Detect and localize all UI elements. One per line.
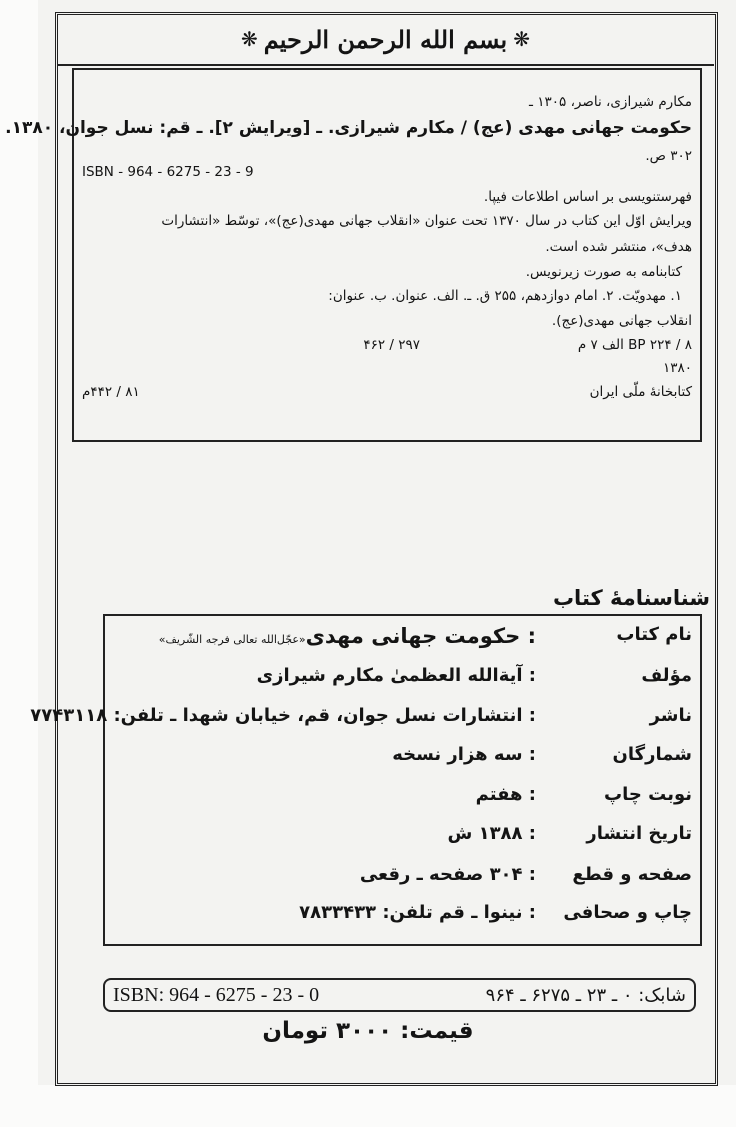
isbn-persian: شابک: ۰ ـ ۲۳ ـ ۶۲۷۵ ـ ۹۶۴ [485, 984, 686, 1006]
dewey-number: ۲۹۷ / ۴۶۲ [363, 337, 420, 353]
edition-note: ویرایش اوّل این کتاب در سال ۱۳۷۰ تحت عنوان «انقلاب جهانی مهدی(عج)»، توسّط «انتشارات [161, 213, 692, 229]
isbn-box [103, 978, 696, 1012]
detail-value: : سه هزار نسخه [392, 744, 536, 765]
book-details-table [30, 614, 702, 946]
bibliography-note: کتابنامه به صورت زیرنویس. [525, 264, 682, 280]
detail-row-date [105, 823, 700, 859]
detail-label: نام کتاب [616, 624, 692, 645]
call-number: BP ۲۲۴ / ۸ الف ۷ م [577, 337, 692, 353]
detail-value: : آیة‌الله العظمیٰ مکارم شیرازی [256, 665, 536, 686]
detail-label: چاپ و صحافی [563, 902, 692, 923]
fipa-note: فهرستنویسی بر اساس اطلاعات فیپا. [483, 189, 692, 205]
detail-row-title [105, 624, 700, 660]
detail-value: : ۱۳۸۸ ش [447, 823, 536, 844]
isbn-line: ISBN - 964 - 6275 - 23 - 9 [82, 164, 254, 180]
detail-value: : هفتم [475, 784, 536, 805]
detail-row-copies [105, 744, 700, 780]
detail-label: تاریخ انتشار [586, 823, 692, 844]
detail-value: : نینوا ـ قم تلفن: ۷۸۳۳۴۳۳ [299, 902, 536, 923]
detail-value [159, 624, 536, 648]
price: قیمت: ۳۰۰۰ تومان [262, 1018, 474, 1044]
detail-label: شمارگان [612, 744, 692, 765]
library-number: ۸۱ / ۴۴۲م [82, 384, 140, 400]
section-title: شناسنامهٔ کتاب [552, 586, 710, 610]
title-note: «عجّل‌الله تعالی فرجه الشّریف» [158, 633, 306, 646]
detail-row-printer [105, 902, 700, 938]
title-text: حکومت جهانی مهدی (عج) / مکارم شیرازی. ـ [ویرایش ۲]. ـ قم: نسل جوان، ۱۳۸۰. [5, 118, 692, 138]
isbn-latin: ISBN: 964 - 6275 - 23 - 0 [113, 983, 320, 1006]
bismillah-header [57, 14, 714, 66]
national-library: کتابخانهٔ ملّی ایران [589, 384, 692, 400]
detail-value: : ۳۰۴ صفحه ـ رقعی [359, 864, 536, 885]
book-title: : حکومت جهانی مهدی [305, 624, 536, 648]
detail-row-publisher [30, 705, 700, 741]
subjects-line-cont: انقلاب جهانی مهدی(عج). [551, 313, 692, 329]
detail-label: نوبت چاپ [604, 784, 692, 805]
subjects-line: ۱. مهدویّت. ۲. امام دوازدهم، ۲۵۵ ق. ـ. الف. عنوان. ب. عنوان: [328, 288, 682, 304]
detail-row-pages [105, 864, 700, 900]
edition-note-cont: هدف»، منتشر شده است. [545, 239, 692, 255]
ornament-icon: ❋ [513, 27, 530, 51]
detail-value: : انتشارات نسل جوان، قم، خیابان شهدا ـ تلفن: ۷۷۴۳۱۱۸ [30, 705, 536, 726]
cataloging-record [5, 68, 702, 442]
ornament-icon: ❋ [241, 27, 258, 51]
title-line [5, 118, 692, 138]
detail-row-edition [105, 784, 700, 820]
year-line: ۱۳۸۰ [662, 360, 692, 376]
detail-label: صفحه و قطع [572, 864, 692, 885]
detail-label: ناشر [649, 705, 692, 726]
pages-line: ۳۰۲ ص. [645, 148, 692, 164]
author-line: مکارم شیرازی، ناصر، ۱۳۰۵ ـ [529, 94, 692, 110]
detail-row-author [105, 665, 700, 701]
bismillah-calligraphy: بسم الله الرحمن الرحیم [263, 24, 508, 54]
detail-label: مؤلف [641, 665, 692, 686]
